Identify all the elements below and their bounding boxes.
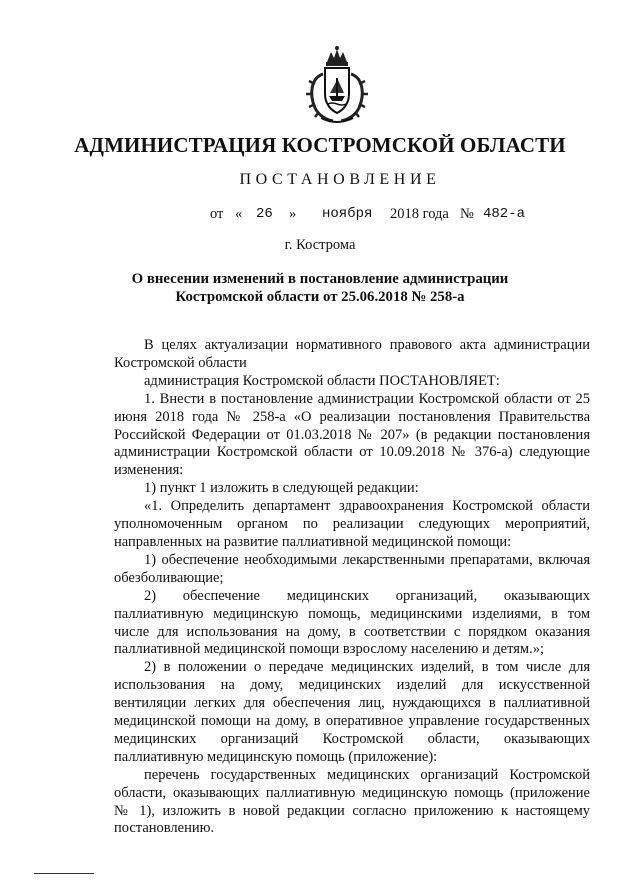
body-paragraph-resolves: администрация Костромской области ПОСТАНОВЛЯЕТ: — [144, 372, 500, 389]
date-prefix: от — [210, 206, 224, 222]
document-number: 482-а — [483, 206, 526, 222]
footer-divider — [34, 873, 94, 874]
subject-line-1: О внесении изменений в постановление администрации — [131, 271, 509, 287]
body-paragraph-item-1: 1. Внести в постановление администрации Костромской области от 25 июня 2018 года № 258-а «О реализации постановления Правительства Российской Федерации от 01.03.2018 № 207» (в редакции постановления администрации Костромской области от 10.09.2018 № 376-а) следующие изменения: — [114, 390, 590, 479]
date-month: ноября — [322, 206, 373, 222]
date-year: 2018 года — [390, 206, 449, 222]
coat-of-arms-icon — [301, 44, 373, 124]
body-paragraph-preamble: В целях актуализации нормативного правового акта администрации Костромской области — [114, 337, 590, 371]
document-body — [114, 337, 590, 838]
document-subject — [0, 270, 640, 306]
organization-name: АДМИНИСТРАЦИЯ КОСТРОМСКОЙ ОБЛАСТИ — [74, 133, 566, 157]
body-paragraph-subitem-1: 1) пункт 1 изложить в следующей редакции: — [144, 480, 419, 497]
body-paragraph-list: перечень государственных медицинских организаций Костромской области, оказывающих паллиативную медицинскую помощь (приложение № 1), изложить в новой редакции согласно приложению к настоящему постановлению. — [114, 766, 590, 837]
quote-open: « — [235, 206, 243, 222]
body-paragraph-quote-1: «1. Определить департамент здравоохранения Костромской области уполномоченным органом по реализации следующих мероприятий, направленных на развитие паллиативной медицинской помощи: — [114, 498, 590, 550]
date-day: 26 — [256, 206, 273, 222]
city-line: г. Кострома — [284, 237, 356, 253]
body-paragraph-quote-item-2: 2) обеспечение медицинских организаций, оказывающих паллиативную медицинскую помощь, медицинскими изделиями, в том числе для использования на дому, в соответствии с порядком оказания паллиативной медицинской помощи взрослому населению и детям.»; — [114, 587, 590, 658]
number-sign: № — [460, 206, 474, 222]
body-paragraph-quote-item-1: 1) обеспечение необходимыми лекарственными препаратами, включая обезболивающие; — [114, 551, 590, 586]
document-type: ПОСТАНОВЛЕНИЕ — [239, 171, 441, 188]
body-paragraph-subitem-2: 2) в положении о передаче медицинских изделий, в том числе для использования на дому, медицинских изделий для искусственной вентиляции легких для обеспечения лиц, нуждающихся в паллиативной медицинской помощи на дому, в оперативное управление государственных медицинских организаций Костромской области, оказывающих паллиативную медицинскую помощь (приложение): — [114, 659, 590, 765]
date-number-row — [0, 206, 640, 226]
subject-line-2: Костромской области от 25.06.2018 № 258-а — [175, 289, 465, 305]
quote-close: » — [289, 206, 297, 222]
